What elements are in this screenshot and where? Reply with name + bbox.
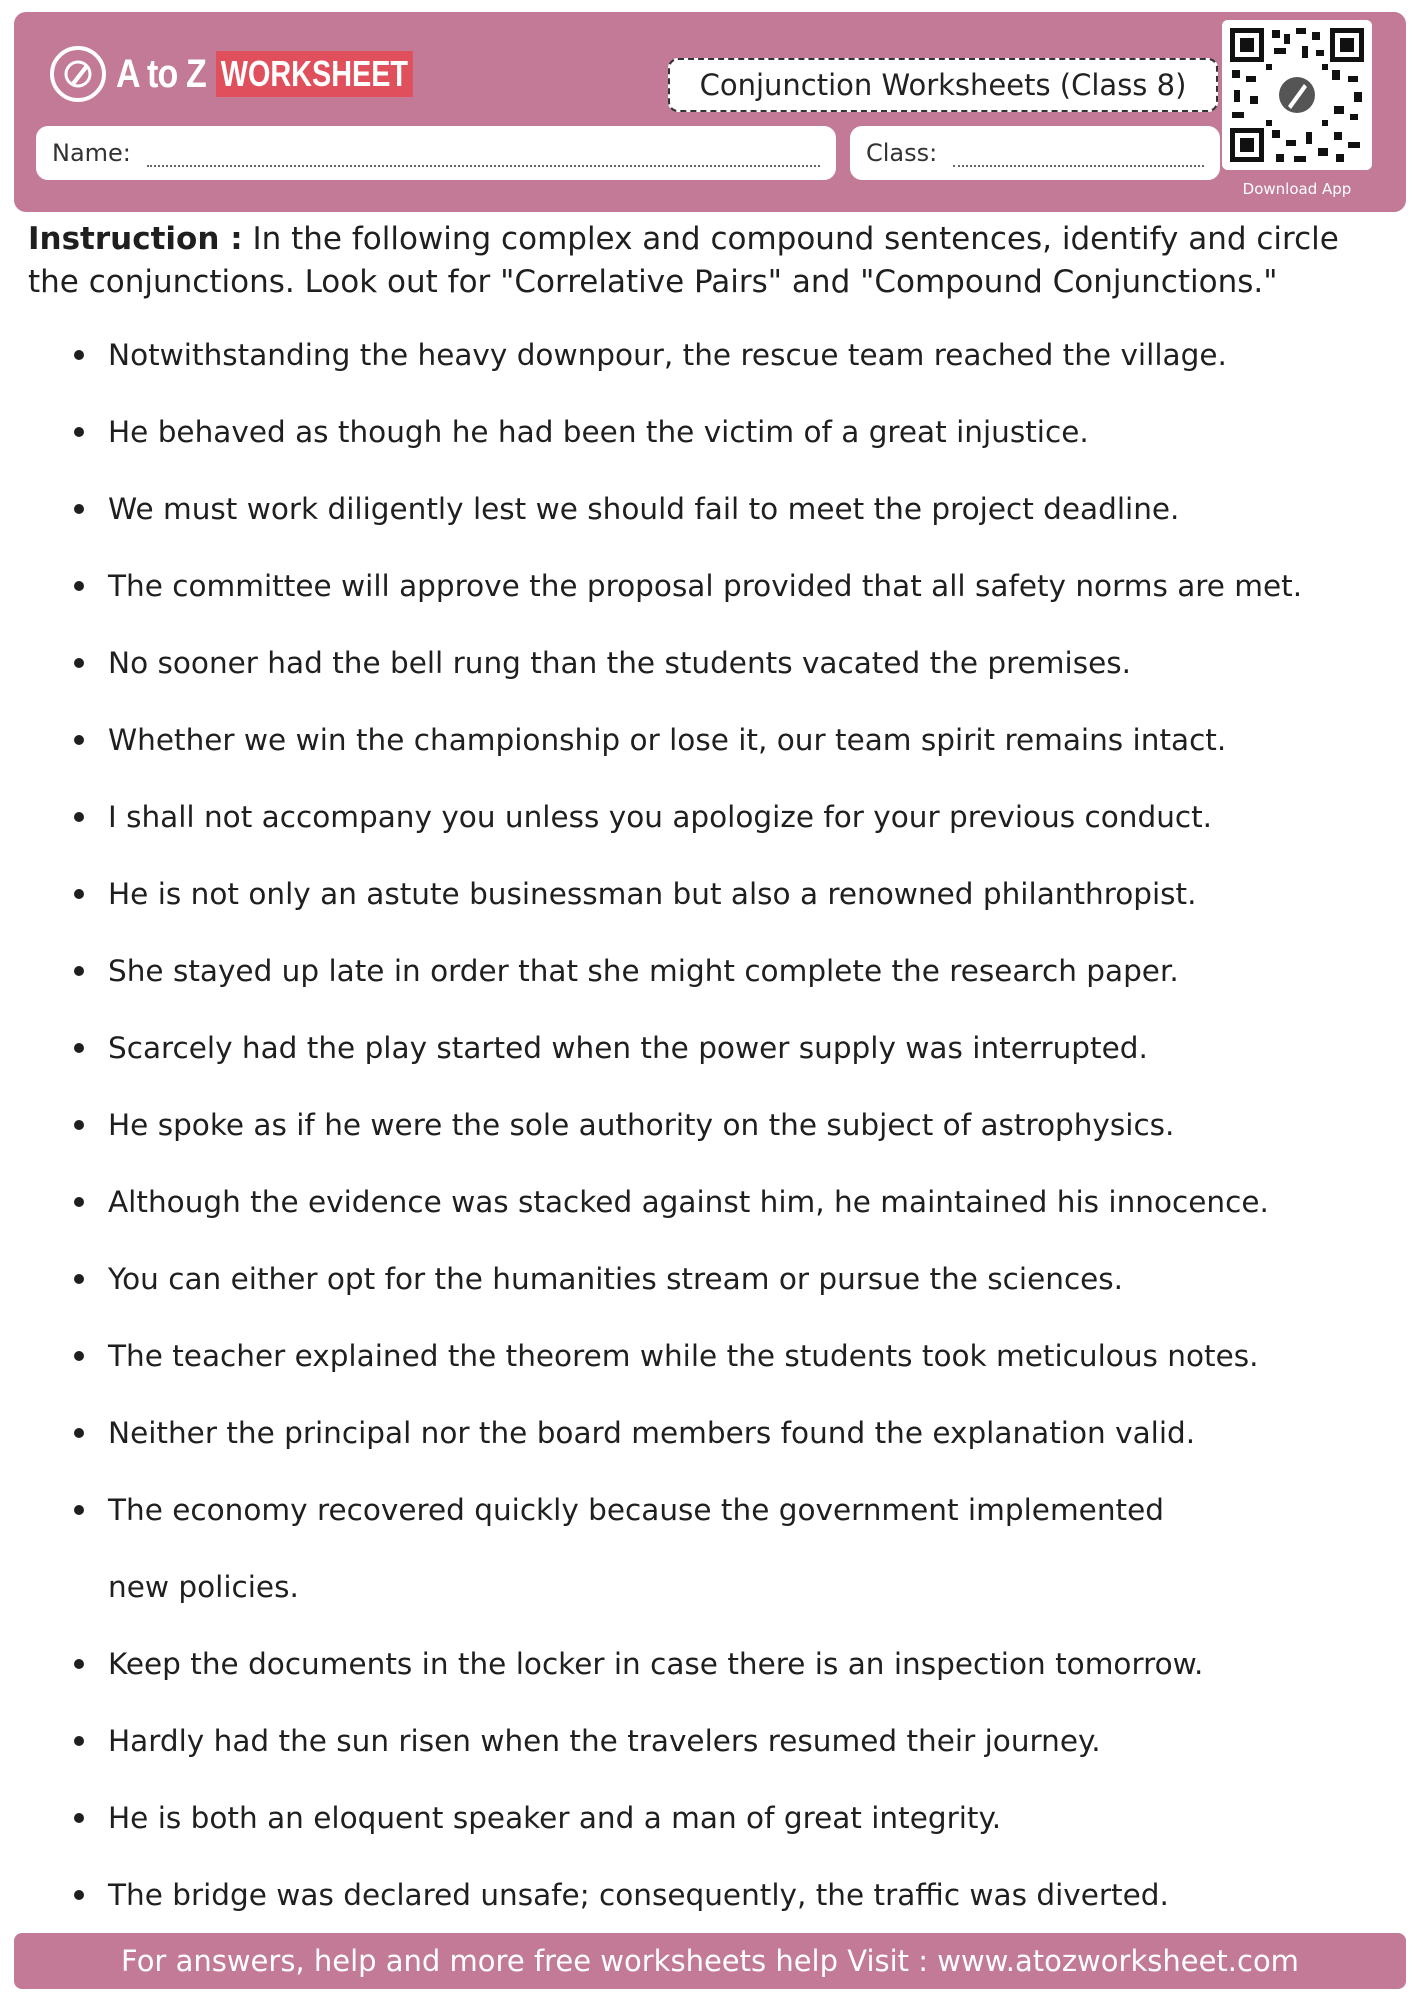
worksheet-title: Conjunction Worksheets (Class 8): [668, 58, 1218, 112]
logo-accent-text: WORKSHEET: [216, 51, 413, 97]
question-item: He spoke as if he were the sole authority on the subject of astrophysics.: [108, 1087, 1398, 1164]
question-item: The bridge was declared unsafe; consequently, the traffic was diverted.: [108, 1857, 1398, 1934]
question-item: Notwithstanding the heavy downpour, the rescue team reached the village.: [108, 317, 1398, 394]
question-item: You can either opt for the humanities stream or pursue the sciences.: [108, 1241, 1398, 1318]
question-item: He is both an eloquent speaker and a man of great integrity.: [108, 1780, 1398, 1857]
question-item: Keep the documents in the locker in case there is an inspection tomorrow.: [108, 1626, 1398, 1703]
instruction-body: In the following complex and compound sentences, identify and circle the conjunctions. Look out for "Correlative Pairs" and "Compound Conjunctions.": [28, 221, 1339, 300]
question-item: We must work diligently lest we should fail to meet the project deadline.: [108, 471, 1398, 548]
question-item: Scarcely had the play started when the power supply was interrupted.: [108, 1010, 1398, 1087]
question-item: Although the evidence was stacked against him, he maintained his innocence.: [108, 1164, 1398, 1241]
download-app-label[interactable]: Download App: [1242, 180, 1352, 198]
question-item: Neither the principal nor the board members found the explanation valid.: [108, 1395, 1398, 1472]
question-item: I shall not accompany you unless you apologize for your previous conduct.: [108, 779, 1398, 856]
question-item: He is not only an astute businessman but also a renowned philanthropist.: [108, 856, 1398, 933]
question-item: Hardly had the sun risen when the travelers resumed their journey.: [108, 1703, 1398, 1780]
question-item: The economy recovered quickly because the government implemented new policies.: [108, 1472, 1228, 1625]
footer-text: For answers, help and more free worksheets help Visit : www.atozworksheet.com: [121, 1944, 1299, 1978]
question-item: The committee will approve the proposal provided that all safety norms are met.: [108, 548, 1398, 625]
question-item: He behaved as though he had been the victim of a great injustice.: [108, 394, 1398, 471]
question-item: She stayed up late in order that she might complete the research paper.: [108, 933, 1398, 1010]
name-label: Name:: [52, 139, 131, 167]
footer-banner[interactable]: [14, 1933, 1406, 1989]
question-item: No sooner had the bell rung than the students vacated the premises.: [108, 625, 1398, 702]
class-label: Class:: [866, 139, 938, 167]
question-item: Whether we win the championship or lose it, our team spirit remains intact.: [108, 702, 1398, 779]
logo-text: A to Z: [116, 51, 206, 96]
question-item: The teacher explained the theorem while the students took meticulous notes.: [108, 1318, 1398, 1395]
instruction-label: Instruction :: [28, 221, 243, 257]
